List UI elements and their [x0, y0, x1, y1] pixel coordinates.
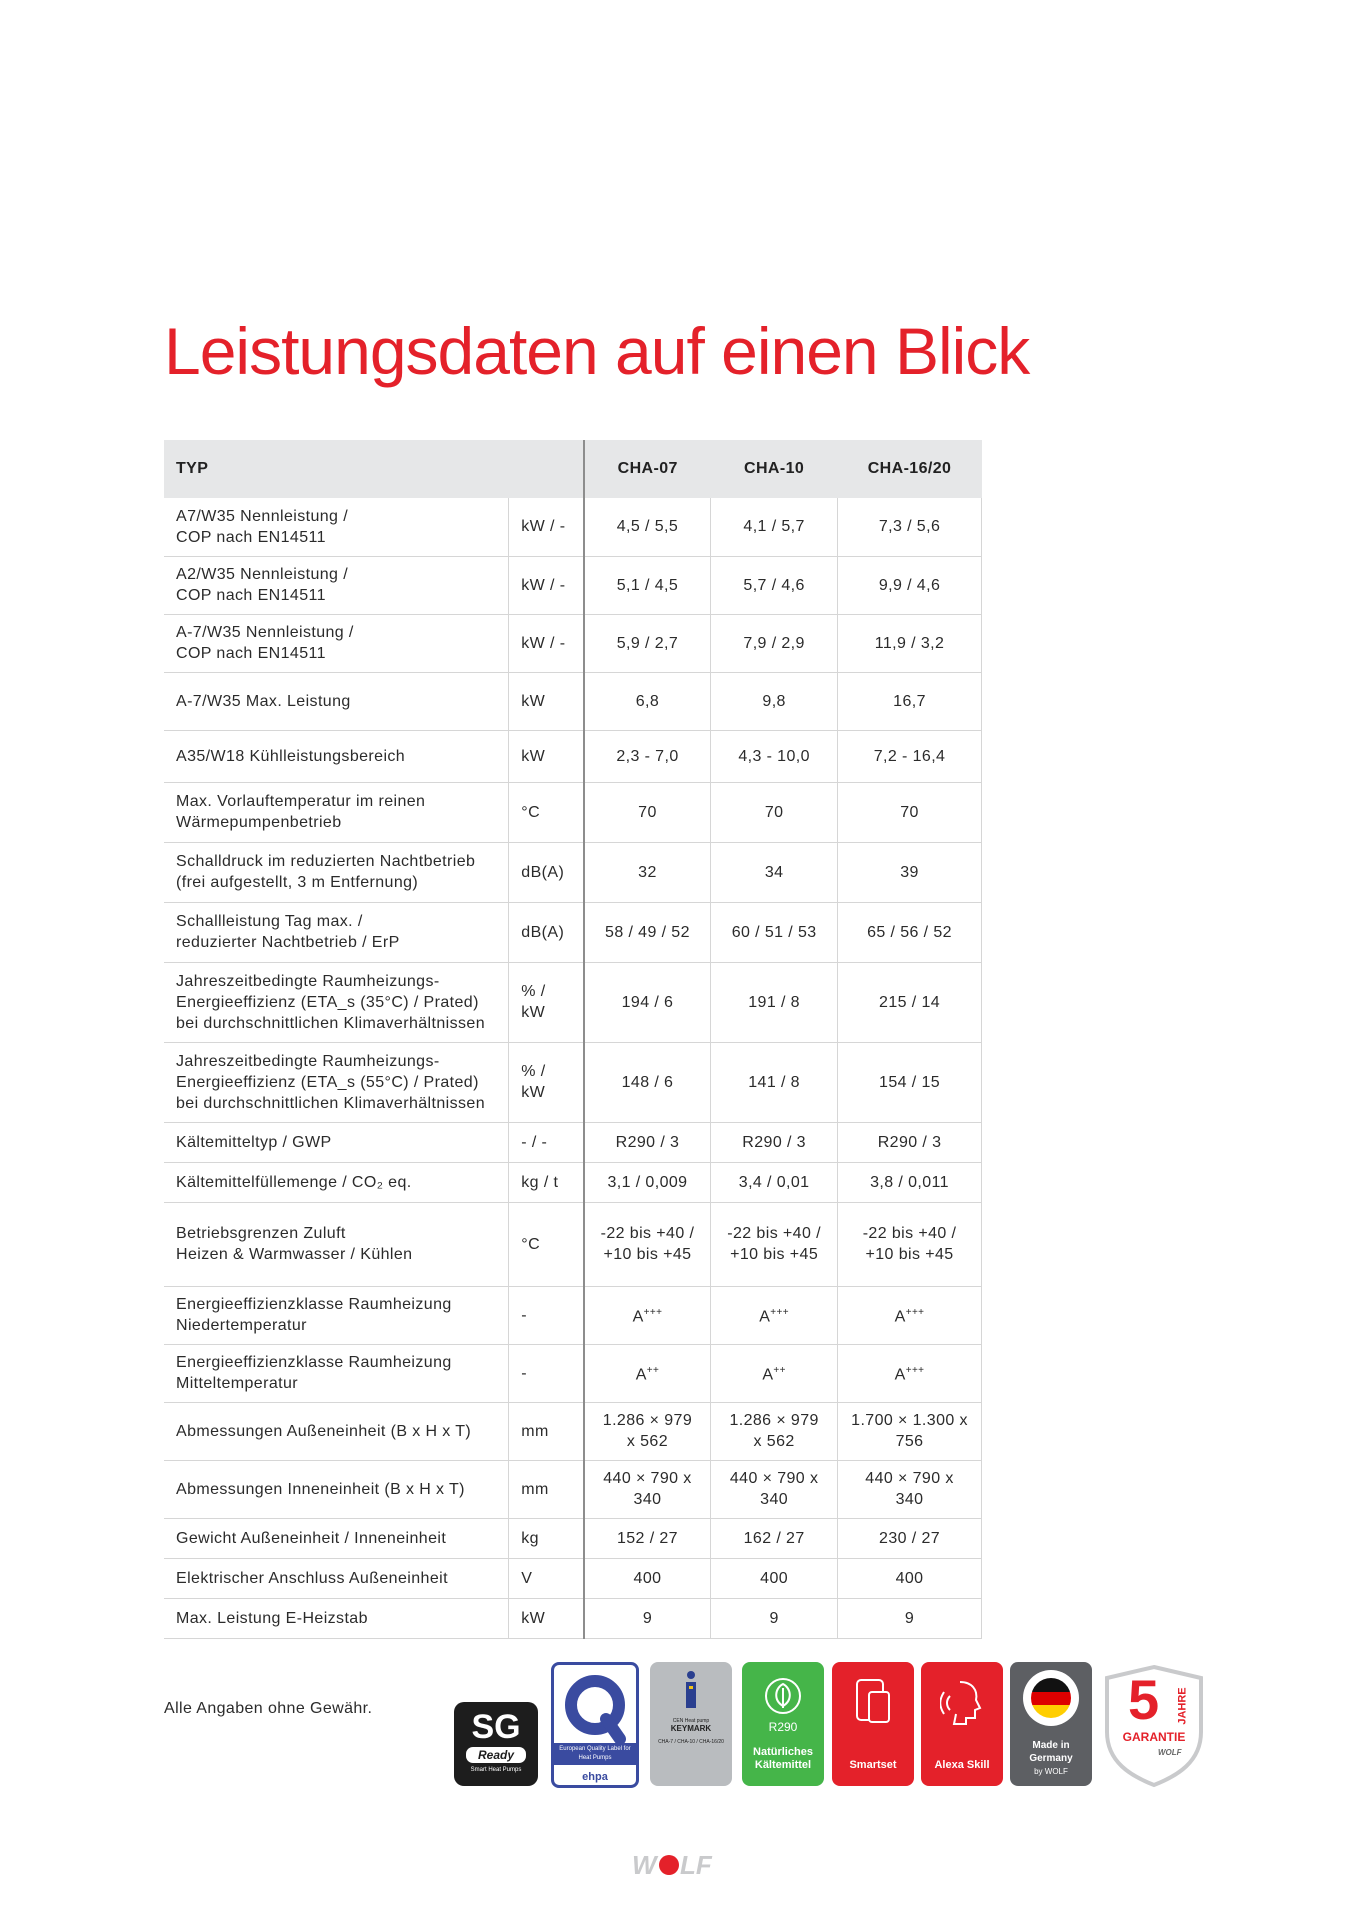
header-model: CHA-16/20 [838, 440, 982, 498]
r290-label: Natürliches Kältemittel [753, 1746, 813, 1771]
row-value: 3,4 / 0,01 [711, 1162, 838, 1202]
page-title: Leistungsdaten auf einen Blick [164, 314, 1030, 388]
row-value: A++ [711, 1344, 838, 1402]
wolf-logo [632, 1850, 732, 1880]
wolf-logo-icon [632, 1850, 732, 1880]
svg-text:LF: LF [680, 1850, 712, 1880]
efficiency-plus-marks: +++ [770, 1307, 790, 1319]
row-label [164, 1122, 509, 1162]
table-row [164, 1162, 982, 1202]
row-label-line: Schalldruck im reduzierten Nachtbetrieb [176, 853, 476, 870]
row-label-line: Heizen & Warmwasser / Kühlen [176, 1246, 413, 1263]
row-label-line: reduzierter Nachtbetrieb / ErP [176, 934, 400, 951]
row-value: 1.700 × 1.300 x 756 [838, 1402, 982, 1460]
row-label [164, 1518, 509, 1558]
row-unit: kW / - [509, 614, 584, 672]
row-value: 440 × 790 x 340 [711, 1460, 838, 1518]
row-unit: kW [509, 1598, 584, 1638]
row-value: 70 [838, 782, 982, 842]
table-row [164, 1460, 982, 1518]
row-value: 4,1 / 5,7 [711, 498, 838, 556]
row-value: 9 [584, 1598, 711, 1638]
row-label-line: Energieeffizienzklasse Raumheizung [176, 1296, 452, 1313]
ehpa-foot-text: ehpa [582, 1771, 608, 1783]
smartset-badge [832, 1662, 914, 1786]
row-value: 5,1 / 4,5 [584, 556, 711, 614]
table-row [164, 1558, 982, 1598]
row-label-line: Wärmepumpenbetrieb [176, 814, 342, 831]
row-value: R290 / 3 [838, 1122, 982, 1162]
row-value: 39 [838, 842, 982, 902]
efficiency-plus-marks: ++ [646, 1365, 660, 1377]
row-unit: mm [509, 1460, 584, 1518]
row-value: 191 / 8 [711, 962, 838, 1042]
table-row [164, 1344, 982, 1402]
efficiency-plus-marks: +++ [905, 1365, 925, 1377]
row-value: 34 [711, 842, 838, 902]
row-value: 1.286 × 979 x 562 [711, 1402, 838, 1460]
table-row [164, 1402, 982, 1460]
row-label-line: (frei aufgestellt, 3 m Entfernung) [176, 874, 419, 891]
sg-ready-subtitle: Smart Heat Pumps [470, 1767, 522, 1773]
row-label-line: Mitteltemperatur [176, 1375, 298, 1392]
efficiency-plus-marks: +++ [643, 1307, 663, 1319]
row-value: 194 / 6 [584, 962, 711, 1042]
row-value: 11,9 / 3,2 [838, 614, 982, 672]
table-row [164, 1042, 982, 1122]
row-value: 400 [711, 1558, 838, 1598]
alexa-skill-label: Alexa Skill [934, 1759, 990, 1771]
row-unit: - [509, 1344, 584, 1402]
table-row [164, 1122, 982, 1162]
row-unit: kg [509, 1518, 584, 1558]
row-value: 2,3 - 7,0 [584, 730, 711, 782]
table-row [164, 782, 982, 842]
row-value: A+++ [584, 1286, 711, 1344]
row-value: 6,8 [584, 672, 711, 730]
row-label-line: A35/W18 Kühlleistungsbereich [176, 747, 406, 765]
row-label-line: Jahreszeitbedingte Raumheizungs- [176, 972, 440, 990]
row-label-line: COP nach EN14511 [176, 528, 326, 546]
spec-table [164, 440, 982, 1639]
row-value: 400 [584, 1558, 711, 1598]
row-unit: °C [509, 1202, 584, 1286]
row-value: 5,9 / 2,7 [584, 614, 711, 672]
row-value: 162 / 27 [711, 1518, 838, 1558]
row-value: 65 / 56 / 52 [838, 902, 982, 962]
row-unit: °C [509, 782, 584, 842]
svg-text:W: W [632, 1850, 657, 1880]
row-value: 7,3 / 5,6 [838, 498, 982, 556]
row-value: 58 / 49 / 52 [584, 902, 711, 962]
keymark-badge [650, 1662, 732, 1786]
row-value: 16,7 [838, 672, 982, 730]
made-in-germany-sub: by WOLF [1034, 1767, 1068, 1776]
row-label [164, 1598, 509, 1638]
row-value: 9,8 [711, 672, 838, 730]
row-value: 141 / 8 [711, 1042, 838, 1122]
row-value: 3,1 / 0,009 [584, 1162, 711, 1202]
guarantee-number: 5 [1128, 1668, 1160, 1731]
table-row [164, 1286, 982, 1344]
row-value: A+++ [838, 1344, 982, 1402]
row-label [164, 902, 509, 962]
sg-ready-badge [454, 1702, 538, 1786]
table-row [164, 842, 982, 902]
table-header-row [164, 440, 982, 498]
row-value: R290 / 3 [711, 1122, 838, 1162]
row-label-line: Energieeffizienzklasse Raumheizung [176, 1354, 452, 1371]
guarantee-badge [1102, 1664, 1206, 1788]
row-value: 148 / 6 [584, 1042, 711, 1122]
row-label-line: A-7/W35 Max. Leistung [176, 692, 351, 710]
row-label [164, 1558, 509, 1598]
row-value: 440 × 790 x 340 [838, 1460, 982, 1518]
row-label-line: COP nach EN14511 [176, 587, 326, 604]
row-label [164, 1202, 509, 1286]
row-label [164, 842, 509, 902]
q-logo-icon [554, 1669, 636, 1745]
keymark-line1: CEN Heat pump [672, 1718, 710, 1724]
row-label [164, 730, 509, 782]
table-row [164, 1202, 982, 1286]
row-value: 9,9 / 4,6 [838, 556, 982, 614]
row-label-line: bei durchschnittlichen Klimaverhältnissen [176, 1094, 485, 1112]
row-value: 3,8 / 0,011 [838, 1162, 982, 1202]
keymark-line2: KEYMARK [670, 1724, 712, 1733]
table-row [164, 730, 982, 782]
row-value: 9 [838, 1598, 982, 1638]
table-row [164, 902, 982, 962]
table-row [164, 672, 982, 730]
row-label-line: Energieeffizienz (ETA_s (55°C) / Prated) [176, 1073, 479, 1091]
row-label [164, 962, 509, 1042]
row-unit: mm [509, 1402, 584, 1460]
r290-refrigerant-badge [742, 1662, 824, 1786]
sg-ready-title: SG [471, 1708, 521, 1746]
row-value: 400 [838, 1558, 982, 1598]
guarantee-brand: WOLF [1158, 1748, 1182, 1757]
row-value: R290 / 3 [584, 1122, 711, 1162]
row-label-line: Kältemitteltyp / GWP [176, 1133, 332, 1151]
row-label [164, 672, 509, 730]
made-in-germany-label: Made in Germany [1029, 1740, 1073, 1764]
row-value: 5,7 / 4,6 [711, 556, 838, 614]
header-model: CHA-10 [711, 440, 838, 498]
row-label-line: Kältemittelfüllemenge / CO₂ eq. [176, 1173, 412, 1191]
row-value: A++ [584, 1344, 711, 1402]
row-label-line: Schallleistung Tag max. / [176, 913, 363, 930]
row-value: 154 / 15 [838, 1042, 982, 1122]
row-label [164, 1344, 509, 1402]
row-label-line: Jahreszeitbedingte Raumheizungs- [176, 1052, 440, 1070]
row-value: 70 [711, 782, 838, 842]
row-value: 7,9 / 2,9 [711, 614, 838, 672]
row-value: 9 [711, 1598, 838, 1638]
row-value: 4,3 - 10,0 [711, 730, 838, 782]
row-label-line: bei durchschnittlichen Klimaverhältnissen [176, 1014, 485, 1032]
row-label [164, 498, 509, 556]
row-value: 32 [584, 842, 711, 902]
row-label-line: Gewicht Außeneinheit / Inneneinheit [176, 1529, 447, 1547]
table-row [164, 962, 982, 1042]
row-unit: % / kW [509, 962, 584, 1042]
certification-badges [454, 1662, 1214, 1792]
row-value: 60 / 51 / 53 [711, 902, 838, 962]
guarantee-label: GARANTIE [1122, 1730, 1186, 1744]
row-unit: kg / t [509, 1162, 584, 1202]
header-typ: TYP [164, 440, 584, 498]
row-value: -22 bis +40 / +10 bis +45 [711, 1202, 838, 1286]
row-unit: kW / - [509, 556, 584, 614]
row-unit: dB(A) [509, 842, 584, 902]
row-label-line: Abmessungen Außeneinheit (B x H x T) [176, 1422, 472, 1440]
row-unit: kW [509, 730, 584, 782]
row-value: 4,5 / 5,5 [584, 498, 711, 556]
row-unit: V [509, 1558, 584, 1598]
keymark-icon [681, 1670, 701, 1710]
row-value: 440 × 790 x 340 [584, 1460, 711, 1518]
row-value: A+++ [711, 1286, 838, 1344]
row-value: -22 bis +40 / +10 bis +45 [838, 1202, 982, 1286]
ehpa-quality-badge [551, 1662, 639, 1788]
row-label-line: Niedertemperatur [176, 1317, 307, 1334]
row-value: A+++ [838, 1286, 982, 1344]
row-label [164, 1162, 509, 1202]
header-model: CHA-07 [584, 440, 711, 498]
alexa-skill-badge [921, 1662, 1003, 1786]
row-label [164, 1460, 509, 1518]
ehpa-band-text: European Quality Label for Heat Pumps [554, 1743, 636, 1765]
row-label-line: Elektrischer Anschluss Außeneinheit [176, 1569, 448, 1587]
table-row [164, 1598, 982, 1638]
row-label [164, 1402, 509, 1460]
row-value: 215 / 14 [838, 962, 982, 1042]
guarantee-years: JAHRE [1176, 1687, 1189, 1725]
row-label-line: A7/W35 Nennleistung / [176, 507, 349, 525]
table-row [164, 498, 982, 556]
row-unit: % / kW [509, 1042, 584, 1122]
smartphone-icon [853, 1678, 893, 1726]
row-label [164, 1042, 509, 1122]
row-unit: kW [509, 672, 584, 730]
row-label [164, 1286, 509, 1344]
row-value: 152 / 27 [584, 1518, 711, 1558]
made-in-germany-text [1010, 1739, 1092, 1778]
efficiency-plus-marks: ++ [773, 1365, 786, 1377]
row-value: -22 bis +40 / +10 bis +45 [584, 1202, 711, 1286]
row-value: 70 [584, 782, 711, 842]
r290-code: R290 [768, 1720, 798, 1734]
keymark-line3: CHA-7 / CHA-10 / CHA-16/20 [658, 1739, 724, 1745]
row-label-line: Max. Leistung E-Heizstab [176, 1609, 368, 1627]
row-label [164, 782, 509, 842]
row-unit: dB(A) [509, 902, 584, 962]
table-row [164, 614, 982, 672]
row-label [164, 556, 509, 614]
row-unit: kW / - [509, 498, 584, 556]
row-value: 1.286 × 979 x 562 [584, 1402, 711, 1460]
leaf-icon [763, 1676, 803, 1716]
row-label-line: Abmessungen Inneneinheit (B x H x T) [176, 1480, 465, 1498]
sg-ready-pill: Ready [466, 1747, 526, 1763]
row-label [164, 614, 509, 672]
germany-flag-icon [1021, 1668, 1081, 1728]
row-label-line: Betriebsgrenzen Zuluft [176, 1225, 346, 1242]
disclaimer-note: Alle Angaben ohne Gewähr. [164, 1700, 373, 1717]
voice-head-icon [940, 1678, 984, 1726]
made-in-germany-badge [1010, 1662, 1092, 1786]
smartset-label: Smartset [849, 1759, 897, 1771]
row-label-line: COP nach EN14511 [176, 645, 326, 662]
row-label-line: A-7/W35 Nennleistung / [176, 624, 354, 641]
row-label-line: Energieeffizienz (ETA_s (35°C) / Prated) [176, 993, 479, 1011]
row-unit: - [509, 1286, 584, 1344]
table-row [164, 556, 982, 614]
row-value: 7,2 - 16,4 [838, 730, 982, 782]
row-label-line: A2/W35 Nennleistung / [176, 566, 349, 583]
row-value: 230 / 27 [838, 1518, 982, 1558]
efficiency-plus-marks: +++ [905, 1307, 925, 1319]
row-unit: - / - [509, 1122, 584, 1162]
row-label-line: Max. Vorlauftemperatur im reinen [176, 793, 426, 810]
table-row [164, 1518, 982, 1558]
